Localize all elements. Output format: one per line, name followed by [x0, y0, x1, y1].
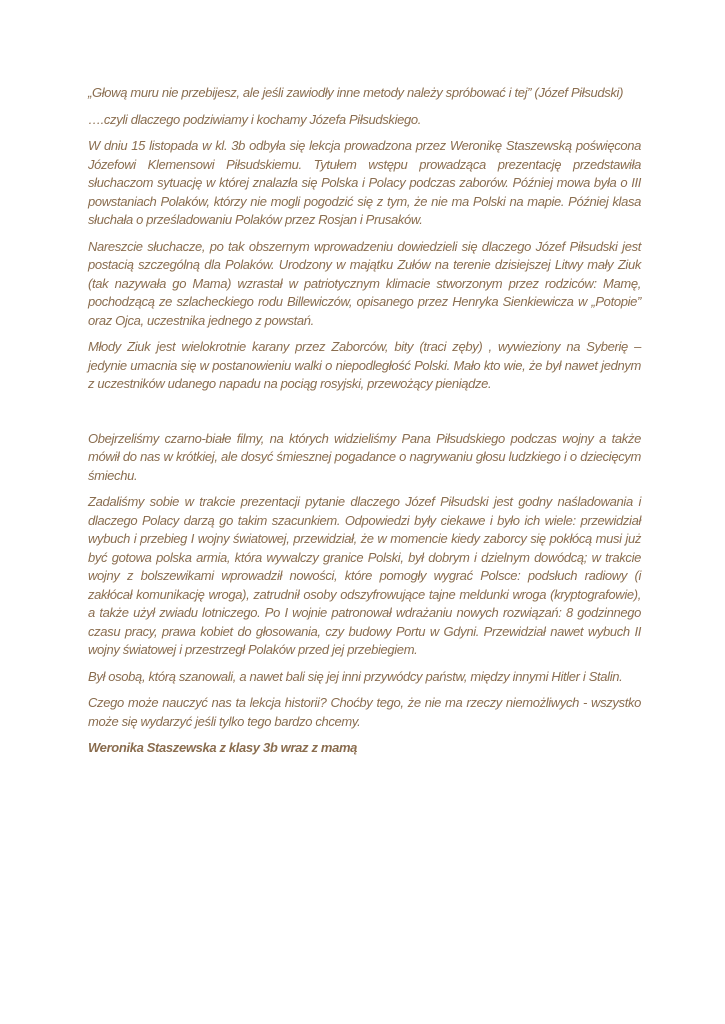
signature: Weronika Staszewska z klasy 3b wraz z mamą [88, 740, 358, 755]
paragraph-young-ziuk: Młody Ziuk jest wielokrotnie karany przez Zaborców, bity (traci zęby) , wywieziony na Syberię – jedynie umacnia się w postanowieniu walki o niepodległość Polski. Mało kto wie, że był nawet jednym z uczestników udanego napadu na pociąg rosyjski, przewożący pieniądze. [88, 339, 641, 391]
quote-line: „Głową muru nie przebijesz, ale jeśli zawiodły inne metody należy spróbować i tej” (Józef Piłsudski) [88, 85, 624, 100]
paragraph-leaders: Był osobą, którą szanowali, a nawet bali się jej inni przywódcy państw, między innymi Hitler i Stalin. [88, 668, 623, 684]
paragraph-films: Obejrzeliśmy czarno-białe filmy, na których widzieliśmy Pana Piłsudskiego podczas wojny a także mówił do nas w krótkiej, ale dosyć śmiesznej pogadance o nagrywaniu głosu ludzkiego i o dziecięcym śmiechu. [88, 430, 641, 483]
intro-line: ….czyli dlaczego podziwiamy i kochamy Józefa Piłsudskiego. [88, 111, 422, 127]
paragraph-lesson-intro: W dniu 15 listopada w kl. 3b odbyła się lekcja prowadzona przez Weronikę Staszewską poświęcona Józefowi Klemensowi Piłsudskiemu. Tytułem wstępu prowadząca prezentację przedstawiła słuchaczom sytuację w której znalazła się Polska i Polacy podczas zaborów. Później mowa była o III powstaniach Polaków, którzy nie mogli pogodzić się z tym, że nie ma Polski na mapie. Później klasa słuchała o prześladowaniu Polaków przez Rosjan i Prusaków. [88, 138, 641, 227]
document-body [88, 84, 641, 766]
paragraph-lesson-moral: Czego może nauczyć nas ta lekcja historii? Choćby tego, że nie ma rzeczy niemożliwych - wszystko może się wydarzyć jeśli tylko tego bardzo chcemy. [88, 695, 641, 729]
paragraph-biography: Nareszcie słuchacze, po tak obszernym wprowadzeniu dowiedzieli się dlaczego Józef Piłsudski jest postacią szczególną dla Polaków. Urodzony w majątku Zułów na terenie dzisiejszej Litwy mały Ziuk (tak nazywała go Mama) wzrastał w patriotycznym klimacie stworzonym przez rodziców: Mamę, pochodzącą ze szlacheckiego rodu Billewiczów, opisanego przez Henryka Sienkiewicza w „Potopie” oraz Ojca, uczestnika jednego z powstań. [88, 238, 641, 328]
paragraph-questions: Zadaliśmy sobie w trakcie prezentacji pytanie dlaczego Józef Piłsudski jest godny naśladowania i dlaczego Polacy darzą go takim szacunkiem. Odpowiedzi były ciekawe i było ich wiele: przewidział wybuch i przebieg I wojny światowej, przewidział, że w momencie kiedy zaborcy się pokłócą musi już być gotowa polska armia, która wywalczy granice Polski, był dobrym i dzielnym dowódcą; w trakcie wojny z bolszewikami wprowadził nowości, które pomogły wygrać Polsce: podsłuch radiowy (i zakłócał komunikację wroga), zatrudnił osoby odszyfrowujące tajne meldunki wroga (kryptografowie), a także użył zwiadu lotniczego. Po I wojnie patronował wdrażaniu nowych rozwiązań: 8 godzinnego czasu pracy, prawa kobiet do głosowania, czy budowy Portu w Gdyni. Przewidział nawet wybuch II wojny światowej i przestrzegł Polaków przed jej przebiegiem. [88, 494, 641, 657]
